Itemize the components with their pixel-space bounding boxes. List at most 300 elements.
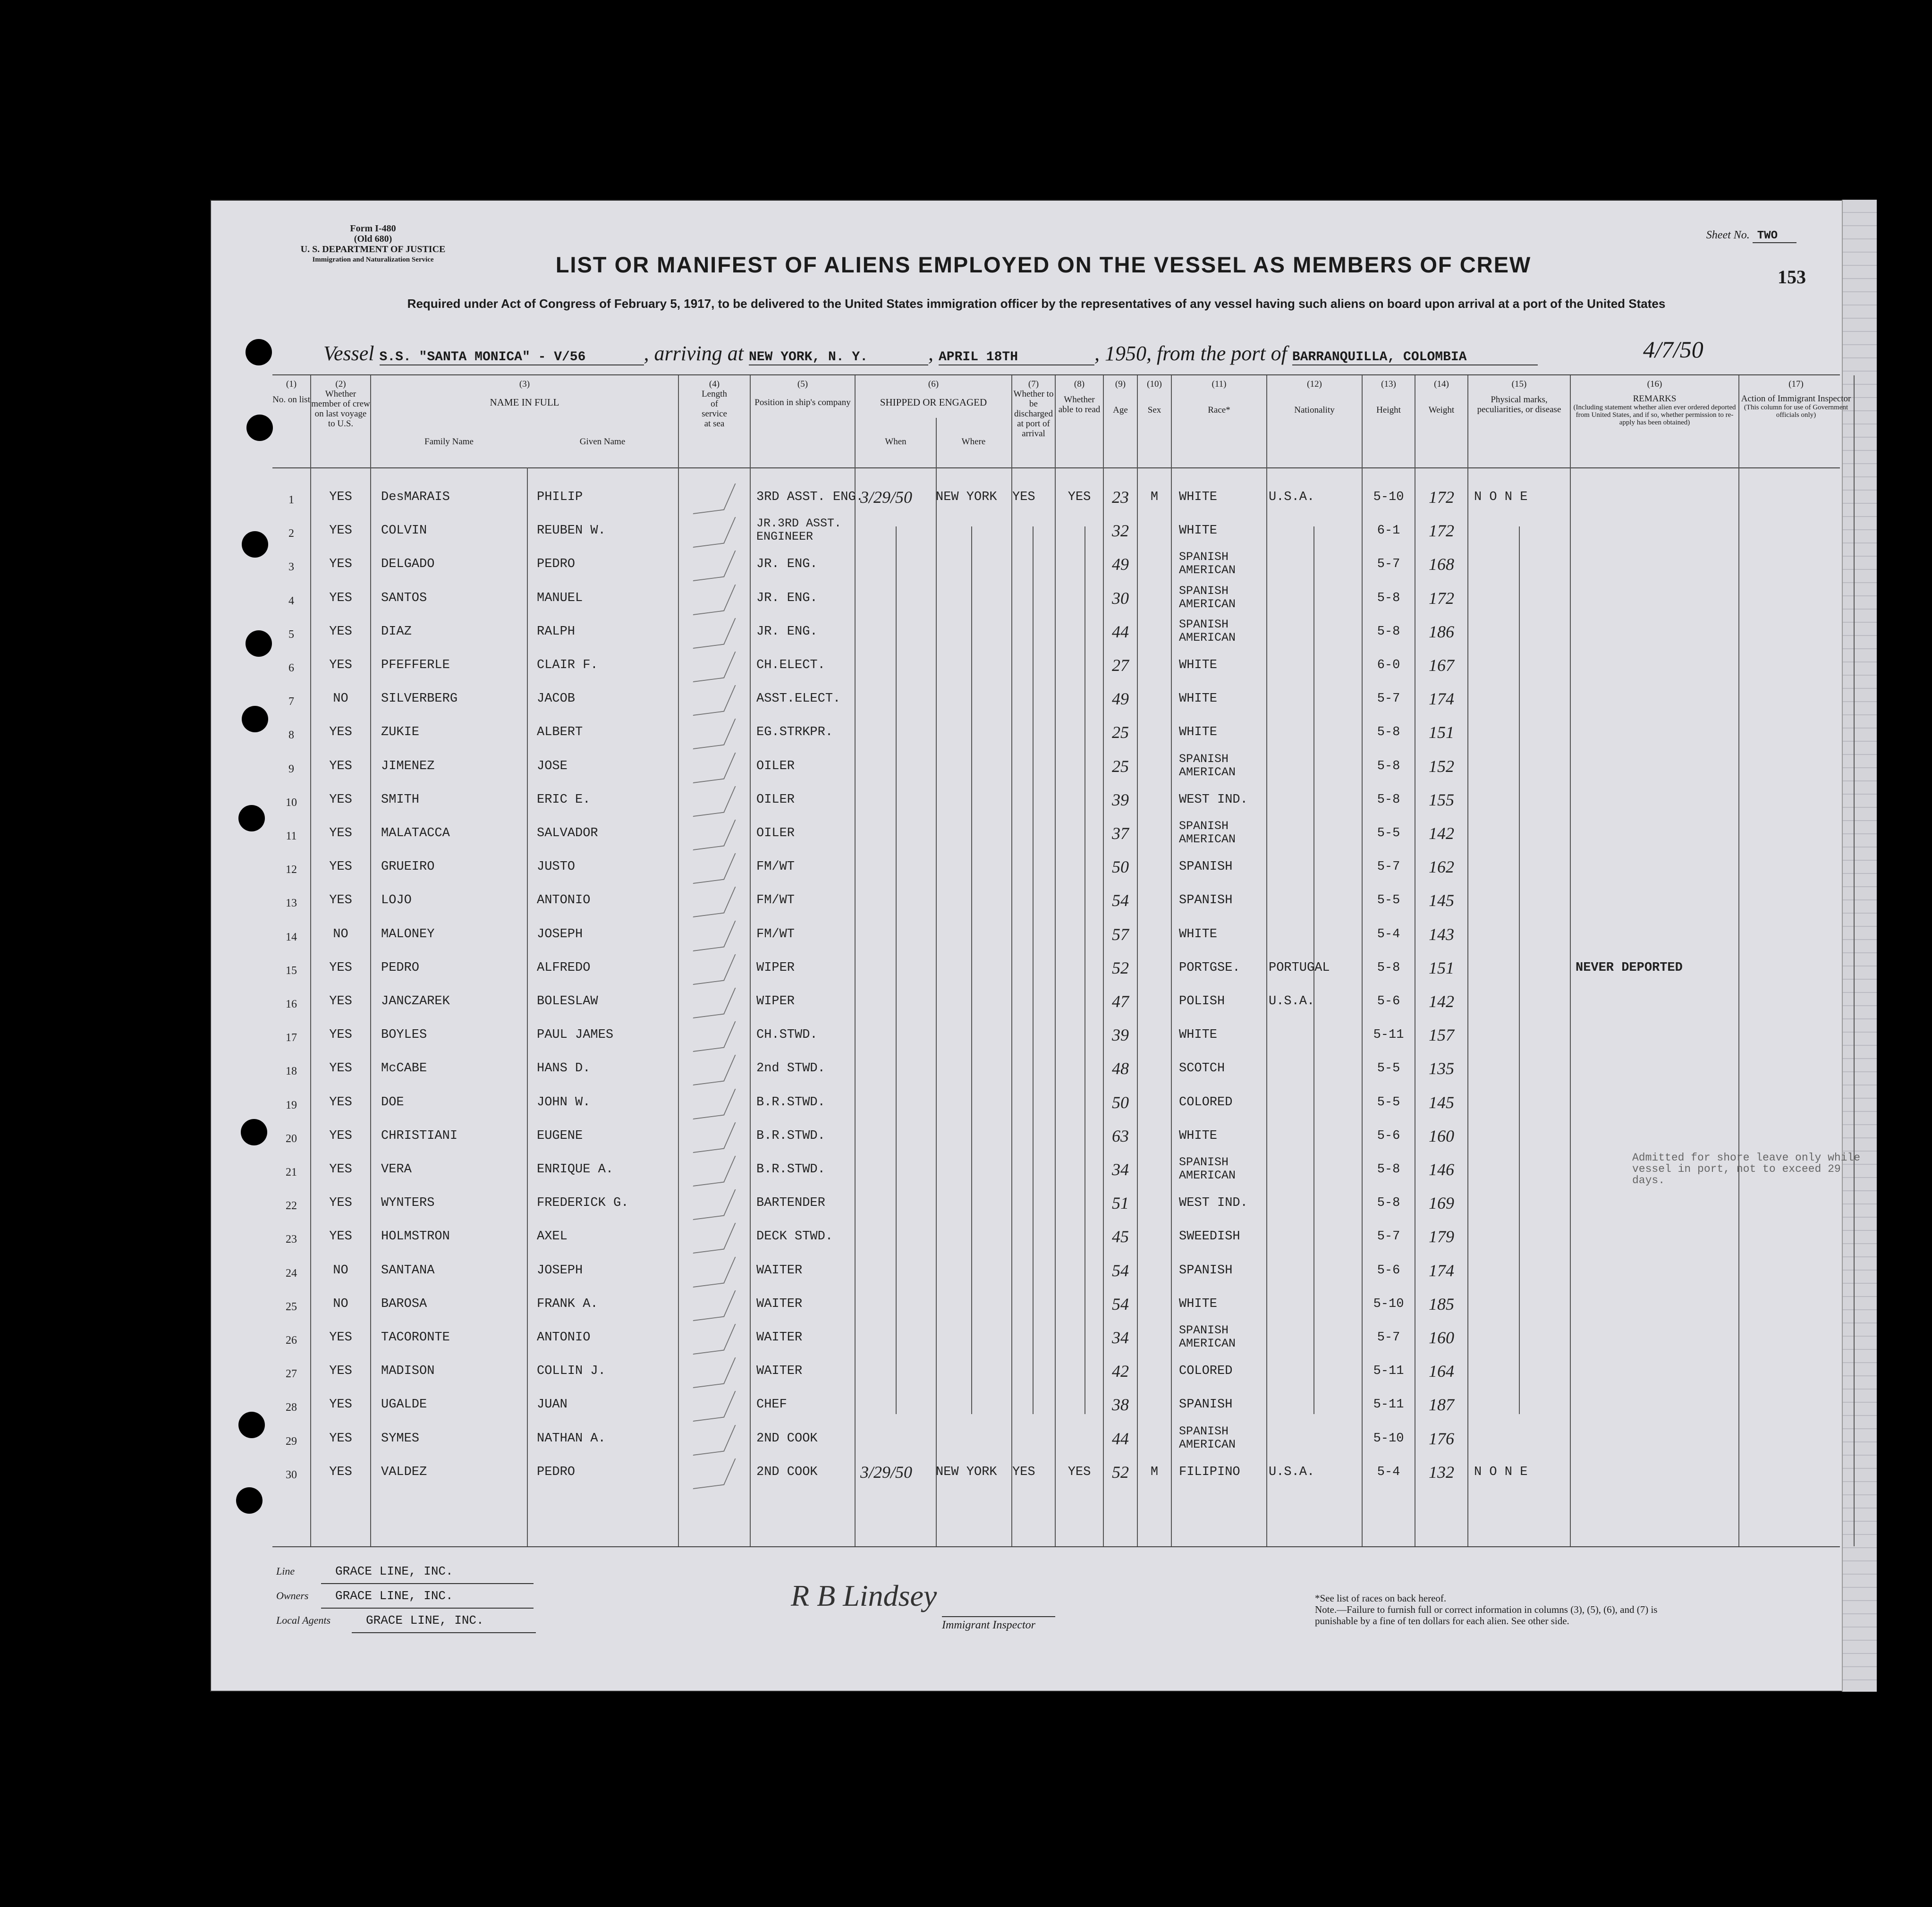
cell-given: JOSEPH: [537, 1263, 583, 1278]
cell-last: YES: [329, 994, 352, 1009]
cell-given: ALFREDO: [537, 960, 591, 975]
departure-port: BARRANQUILLA, COLOMBIA: [1292, 350, 1538, 365]
cell-last: NO: [333, 927, 348, 941]
cell-height: 5-7: [1377, 860, 1400, 874]
cell-when: 3/29/50: [860, 1462, 913, 1482]
col-label: Position in ship's company: [754, 398, 851, 407]
footer-agents-row: [276, 1609, 536, 1633]
check-mark-icon: [693, 988, 736, 1018]
col-header-no: [272, 379, 310, 405]
cell-discharged: YES: [1012, 490, 1035, 504]
col-label: Whether to be discharged at port of arrival: [1013, 389, 1054, 439]
cell-age: 47: [1112, 992, 1129, 1011]
col-note: (Including statement whether alien ever ordered deported from United States, and if so, whether permission to re-apply has been obtained): [1573, 404, 1736, 426]
cell-age: 54: [1112, 1294, 1129, 1314]
table-row: [272, 1221, 1840, 1254]
cell-age: 52: [1112, 1462, 1129, 1482]
col-header-race: [1172, 379, 1266, 415]
check-mark-icon: [693, 1324, 736, 1355]
table-row: [272, 549, 1840, 582]
binder-hole: [238, 805, 265, 831]
cell-height: 5-5: [1377, 893, 1400, 908]
cell-no: 13: [286, 897, 297, 910]
cell-last: YES: [329, 658, 352, 672]
cell-height: 6-1: [1377, 524, 1400, 538]
cell-no: 14: [286, 931, 297, 943]
cell-no: 18: [286, 1065, 297, 1078]
cell-last: YES: [329, 1128, 352, 1143]
cell-family: BAROSA: [381, 1297, 427, 1311]
cell-last: YES: [329, 1398, 352, 1412]
cell-height: 5-11: [1373, 1364, 1404, 1379]
cell-age: 63: [1112, 1126, 1129, 1145]
table-row: [272, 650, 1840, 683]
cell-given: CLAIR F.: [537, 658, 598, 672]
col-header-shipped: [856, 379, 1011, 407]
cell-weight: 172: [1429, 488, 1454, 507]
col-header-length-service: [679, 379, 750, 429]
col-label: SHIPPED OR ENGAGED: [880, 397, 987, 408]
cell-given: JOSEPH: [537, 927, 583, 941]
col-number: (10): [1147, 379, 1162, 389]
cell-age: 50: [1112, 857, 1129, 877]
check-mark-icon: [693, 753, 736, 783]
document-subtitle: Required under Act of Congress of February 5, 1917, to be delivered to the United States immigration officer by the representatives of any vessel having such aliens on board upon arrival at a port of the United States: [407, 297, 1666, 311]
footer-owners-row: [276, 1584, 536, 1609]
cell-weight: 157: [1429, 1026, 1454, 1045]
cell-nationality: U.S.A.: [1269, 1465, 1315, 1479]
cell-discharged: YES: [1012, 1465, 1035, 1479]
cell-race: SPANISH AMERICAN: [1179, 819, 1236, 846]
cell-nationality: U.S.A.: [1269, 490, 1315, 504]
cell-age: 25: [1112, 756, 1129, 776]
cell-last: YES: [329, 1095, 352, 1110]
table-row: [272, 1356, 1840, 1389]
cell-read: YES: [1068, 490, 1091, 504]
cell-height: 5-4: [1377, 927, 1400, 941]
cell-weight: 160: [1429, 1126, 1454, 1145]
cell-no: 7: [288, 695, 294, 708]
cell-given: PEDRO: [537, 1465, 576, 1479]
footer-agents: [276, 1560, 536, 1633]
cell-last: YES: [329, 1028, 352, 1042]
col-header-sex: [1138, 379, 1171, 415]
cell-race: SPANISH AMERICAN: [1179, 1155, 1236, 1182]
manifest-sheet: [210, 200, 1877, 1692]
cell-given: REUBEN W.: [537, 524, 606, 538]
cell-weight: 169: [1429, 1194, 1454, 1213]
cell-given: PAUL JAMES: [537, 1028, 614, 1042]
cell-no: 30: [286, 1468, 297, 1481]
col-number: (3): [519, 379, 530, 389]
cell-age: 27: [1112, 656, 1129, 675]
cell-no: 12: [286, 864, 297, 876]
cell-last: YES: [329, 524, 352, 538]
col-sub-family: Family Name: [424, 437, 474, 447]
cell-height: 5-5: [1377, 1061, 1400, 1076]
cell-height: 5-8: [1377, 960, 1400, 975]
owners-label: Owners: [276, 1590, 309, 1602]
cell-race: WHITE: [1179, 1297, 1218, 1311]
cell-race: SWEEDISH: [1179, 1229, 1240, 1244]
cell-no: 21: [286, 1166, 297, 1178]
sheet-number-label: Sheet No.: [1706, 229, 1750, 241]
cell-marks: N O N E: [1474, 1465, 1528, 1479]
cell-marks: N O N E: [1474, 490, 1528, 504]
cell-given: JACOB: [537, 692, 576, 706]
cell-remarks: NEVER DEPORTED: [1576, 960, 1683, 975]
cell-weight: 135: [1429, 1059, 1454, 1078]
cell-weight: 186: [1429, 622, 1454, 641]
cell-height: 5-8: [1377, 1196, 1400, 1211]
cell-position: EG.STRKPR.: [756, 725, 833, 740]
cell-race: SPANISH: [1179, 860, 1233, 874]
cell-race: WEST IND.: [1179, 1196, 1248, 1211]
cell-height: 5-8: [1377, 591, 1400, 605]
sheet-number-value: TWO: [1753, 229, 1796, 243]
cell-last: YES: [329, 1061, 352, 1076]
table-row: [272, 1087, 1840, 1120]
cell-position: 2nd STWD.: [756, 1061, 825, 1076]
cell-position: B.R.STWD.: [756, 1162, 825, 1177]
cell-weight: 142: [1429, 992, 1454, 1011]
cell-race: SPANISH: [1179, 1263, 1233, 1278]
col-number: (7): [1028, 379, 1039, 389]
cell-height: 5-6: [1377, 1263, 1400, 1278]
binder-hole: [246, 415, 273, 441]
table-row: [272, 751, 1840, 784]
cell-given: JUAN: [537, 1398, 568, 1412]
cell-family: HOLMSTRON: [381, 1229, 450, 1244]
cell-family: CHRISTIANI: [381, 1128, 458, 1143]
cell-where: NEW YORK: [936, 1465, 997, 1479]
cell-position: B.R.STWD.: [756, 1128, 825, 1143]
cell-family: DOE: [381, 1095, 404, 1110]
cell-height: 5-8: [1377, 792, 1400, 807]
cell-position: 3RD ASST. ENG.: [756, 490, 864, 504]
cell-no: 17: [286, 1032, 297, 1044]
col-number: (5): [797, 379, 808, 389]
cell-position: CH.ELECT.: [756, 658, 825, 672]
col-number: (15): [1511, 379, 1527, 389]
cell-given: ALBERT: [537, 725, 583, 740]
cell-position: JR. ENG.: [756, 624, 818, 639]
agents-label: Local Agents: [276, 1614, 331, 1626]
cell-age: 39: [1112, 790, 1129, 809]
cell-family: VALDEZ: [381, 1465, 427, 1479]
check-mark-icon: [693, 1089, 736, 1119]
cell-position: FM/WT: [756, 860, 795, 874]
cell-height: 5-5: [1377, 1095, 1400, 1110]
table-row: [272, 1322, 1840, 1356]
cell-given: ANTONIO: [537, 893, 591, 908]
cell-family: MALATACCA: [381, 826, 450, 840]
cell-age: 45: [1112, 1227, 1129, 1246]
cell-age: 37: [1112, 824, 1129, 843]
col-header-weight: [1415, 379, 1467, 415]
cell-age: 57: [1112, 924, 1129, 944]
vessel-line: [323, 341, 1538, 365]
cell-weight: 168: [1429, 555, 1454, 574]
cell-given: PHILIP: [537, 490, 583, 504]
cell-position: WAITER: [756, 1297, 803, 1311]
check-mark-icon: [693, 820, 736, 850]
cell-given: AXEL: [537, 1229, 568, 1244]
cell-race: WHITE: [1179, 658, 1218, 672]
form-number: Form I-480: [350, 223, 396, 234]
cell-height: 5-7: [1377, 692, 1400, 706]
form-old-number: (Old 680): [354, 234, 392, 244]
check-mark-icon: [693, 483, 736, 514]
table-row: [272, 1288, 1840, 1322]
table-row: [272, 1389, 1840, 1423]
col-number: (11): [1212, 379, 1227, 389]
cell-position: WAITER: [756, 1263, 803, 1278]
binder-hole: [242, 706, 268, 732]
cell-weight: 162: [1429, 857, 1454, 877]
cell-race: WHITE: [1179, 1028, 1218, 1042]
cell-given: SALVADOR: [537, 826, 598, 840]
check-mark-icon: [693, 1055, 736, 1085]
line-value: GRACE LINE, INC.: [321, 1560, 534, 1584]
cell-weight: 142: [1429, 824, 1454, 843]
cell-last: NO: [333, 692, 348, 706]
check-mark-icon: [693, 1357, 736, 1388]
cell-position: JR. ENG.: [756, 591, 818, 605]
table-row: [272, 1187, 1840, 1221]
cell-last: YES: [329, 759, 352, 773]
cell-age: 42: [1112, 1362, 1129, 1381]
cell-race: SCOTCH: [1179, 1061, 1225, 1076]
cell-family: MALONEY: [381, 927, 435, 941]
cell-age: 25: [1112, 723, 1129, 742]
cell-no: 4: [288, 594, 294, 607]
cell-given: JOHN W.: [537, 1095, 591, 1110]
cell-weight: 145: [1429, 891, 1454, 910]
col-number: (1): [286, 379, 297, 389]
cell-weight: 160: [1429, 1328, 1454, 1347]
cell-last: YES: [329, 1162, 352, 1177]
cell-family: DELGADO: [381, 557, 435, 572]
cell-race: SPANISH: [1179, 1398, 1233, 1412]
cell-weight: 152: [1429, 756, 1454, 776]
cell-family: DesMARAIS: [381, 490, 450, 504]
arrival-port: NEW YORK, N. Y.: [749, 350, 928, 365]
table-row: [272, 818, 1840, 851]
cell-age: 30: [1112, 588, 1129, 608]
cell-no: 26: [286, 1334, 297, 1347]
col-label: Whether member of crew on last voyage to U.S.: [311, 389, 370, 429]
cell-sex: M: [1150, 1465, 1159, 1479]
cell-race: POLISH: [1179, 994, 1225, 1009]
col-number: (8): [1074, 379, 1085, 389]
cell-weight: 176: [1429, 1429, 1454, 1448]
cell-weight: 174: [1429, 689, 1454, 709]
table-row: [272, 851, 1840, 885]
cell-no: 23: [286, 1233, 297, 1246]
cell-age: 49: [1112, 555, 1129, 574]
cell-height: 5-6: [1377, 994, 1400, 1009]
inspector-label: Immigrant Inspector: [942, 1616, 1055, 1632]
cell-position: WIPER: [756, 994, 795, 1009]
col-header-height: [1363, 379, 1415, 415]
col-header-inspector-action: [1739, 379, 1853, 419]
cell-no: 22: [286, 1200, 297, 1212]
header-rule: [272, 467, 1840, 468]
cell-no: 20: [286, 1132, 297, 1145]
cell-position: WAITER: [756, 1331, 803, 1345]
col-number: (14): [1434, 379, 1449, 389]
department-name: U. S. DEPARTMENT OF JUSTICE: [300, 244, 446, 254]
cell-height: 5-8: [1377, 725, 1400, 740]
cell-height: 5-10: [1373, 1431, 1404, 1446]
cell-no: 1: [288, 494, 294, 506]
cell-read: YES: [1068, 1465, 1091, 1479]
cell-weight: 151: [1429, 958, 1454, 977]
vessel-name: S.S. "SANTA MONICA" - V/56: [380, 350, 644, 365]
check-mark-icon: [693, 685, 736, 716]
col-sub-given: Given Name: [579, 437, 626, 447]
cell-given: PEDRO: [537, 557, 576, 572]
cell-position: B.R.STWD.: [756, 1095, 825, 1110]
cell-height: 5-10: [1373, 1297, 1404, 1311]
col-label: NAME IN FULL: [490, 397, 559, 408]
cell-when: 3/29/50: [860, 488, 913, 507]
cell-family: UGALDE: [381, 1398, 427, 1412]
cell-height: 5-5: [1377, 826, 1400, 840]
cell-no: 28: [286, 1401, 297, 1414]
check-mark-icon: [693, 551, 736, 581]
cell-race: WHITE: [1179, 927, 1218, 941]
cell-position: OILER: [756, 792, 795, 807]
check-mark-icon: [693, 786, 736, 817]
cell-race: COLORED: [1179, 1364, 1233, 1379]
cell-position: 2ND COOK: [756, 1431, 818, 1446]
cell-position: JR.3RD ASST. ENGINEER: [756, 517, 842, 544]
check-mark-icon: [693, 652, 736, 682]
inspector-signature-block: [791, 1578, 1046, 1631]
cell-age: 34: [1112, 1160, 1129, 1179]
cell-last: YES: [329, 725, 352, 740]
table-row: [272, 482, 1840, 515]
col-header-name: [371, 379, 678, 407]
cell-no: 11: [286, 830, 297, 842]
cell-race: PORTGSE.: [1179, 960, 1240, 975]
cell-last: YES: [329, 1431, 352, 1446]
cell-age: 44: [1112, 622, 1129, 641]
check-mark-icon: [693, 1290, 736, 1321]
cell-no: 6: [288, 662, 294, 674]
binder-hole: [246, 339, 272, 365]
cell-height: 5-8: [1377, 624, 1400, 639]
cell-height: 5-7: [1377, 557, 1400, 572]
footer-note: [1315, 1593, 1702, 1627]
cell-given: HANS D.: [537, 1061, 591, 1076]
cell-race: FILIPINO: [1179, 1465, 1240, 1479]
cell-family: GRUEIRO: [381, 860, 435, 874]
table-row: [272, 1255, 1840, 1288]
cell-height: 5-11: [1373, 1028, 1404, 1042]
cell-age: 44: [1112, 1429, 1129, 1448]
col-label: REMARKS: [1633, 394, 1677, 404]
check-mark-icon: [693, 618, 736, 649]
page-number: 153: [1778, 266, 1806, 288]
cell-last: NO: [333, 1263, 348, 1278]
cell-family: BOYLES: [381, 1028, 427, 1042]
table-row: [272, 1019, 1840, 1053]
cell-race: SPANISH AMERICAN: [1179, 1323, 1236, 1350]
table-row: [272, 952, 1840, 986]
cell-nationality: U.S.A.: [1269, 994, 1315, 1009]
cell-family: TACORONTE: [381, 1331, 450, 1345]
document-title: LIST OR MANIFEST OF ALIENS EMPLOYED ON THE VESSEL AS MEMBERS OF CREW: [555, 252, 1532, 277]
table-row: [272, 616, 1840, 650]
cell-family: PFEFFERLE: [381, 658, 450, 672]
footer-line-row: [276, 1560, 536, 1584]
cell-last: NO: [333, 1297, 348, 1311]
cell-family: JIMENEZ: [381, 759, 435, 773]
cell-position: FM/WT: [756, 927, 795, 941]
cell-race: WHITE: [1179, 490, 1218, 504]
cell-last: YES: [329, 1331, 352, 1345]
col-label: Race*: [1208, 405, 1230, 415]
col-number: (2): [335, 379, 346, 389]
cell-weight: 164: [1429, 1362, 1454, 1381]
check-mark-icon: [693, 1189, 736, 1220]
cell-position: WIPER: [756, 960, 795, 975]
col-label: Weight: [1428, 405, 1455, 415]
col-sub-where: Where: [961, 437, 986, 447]
check-mark-icon: [693, 1021, 736, 1052]
check-mark-icon: [693, 517, 736, 548]
cell-weight: 172: [1429, 588, 1454, 608]
cell-age: 52: [1112, 958, 1129, 977]
col-label: Physical marks, peculiarities, or disease: [1477, 395, 1561, 415]
binder-hole: [236, 1487, 263, 1514]
cell-weight: 145: [1429, 1093, 1454, 1112]
cell-last: YES: [329, 1465, 352, 1479]
cell-weight: 185: [1429, 1294, 1454, 1314]
cell-weight: 172: [1429, 521, 1454, 541]
check-mark-icon: [693, 954, 736, 985]
col-number: (16): [1647, 379, 1662, 389]
cell-given: NATHAN A.: [537, 1431, 606, 1446]
col-number: (9): [1115, 379, 1126, 389]
cell-family: SANTOS: [381, 591, 427, 605]
cell-height: 5-11: [1373, 1398, 1404, 1412]
cell-position: CHEF: [756, 1398, 787, 1412]
cell-last: YES: [329, 1196, 352, 1211]
cell-height: 5-8: [1377, 759, 1400, 773]
arrival-date: APRIL 18TH: [939, 350, 1094, 365]
cell-position: ASST.ELECT.: [756, 692, 841, 706]
cell-age: 49: [1112, 689, 1129, 709]
cell-given: EUGENE: [537, 1128, 583, 1143]
table-row: [272, 1053, 1840, 1086]
col-header-discharged: [1012, 379, 1055, 439]
cell-position: DECK STWD.: [756, 1229, 833, 1244]
cell-given: ANTONIO: [537, 1331, 591, 1345]
cell-age: 51: [1112, 1194, 1129, 1213]
penalty-note: Note.—Failure to furnish full or correct information in columns (3), (5), (6), and (7) is punishable by a fine of ten dollars for each alien. See other side.: [1315, 1604, 1658, 1627]
cell-no: 10: [286, 796, 297, 809]
cell-family: SANTANA: [381, 1263, 435, 1278]
cell-family: PEDRO: [381, 960, 420, 975]
cell-given: JOSE: [537, 759, 568, 773]
cell-family: LOJO: [381, 893, 412, 908]
cell-age: 34: [1112, 1328, 1129, 1347]
races-note: *See list of races on back hereof.: [1315, 1593, 1447, 1604]
